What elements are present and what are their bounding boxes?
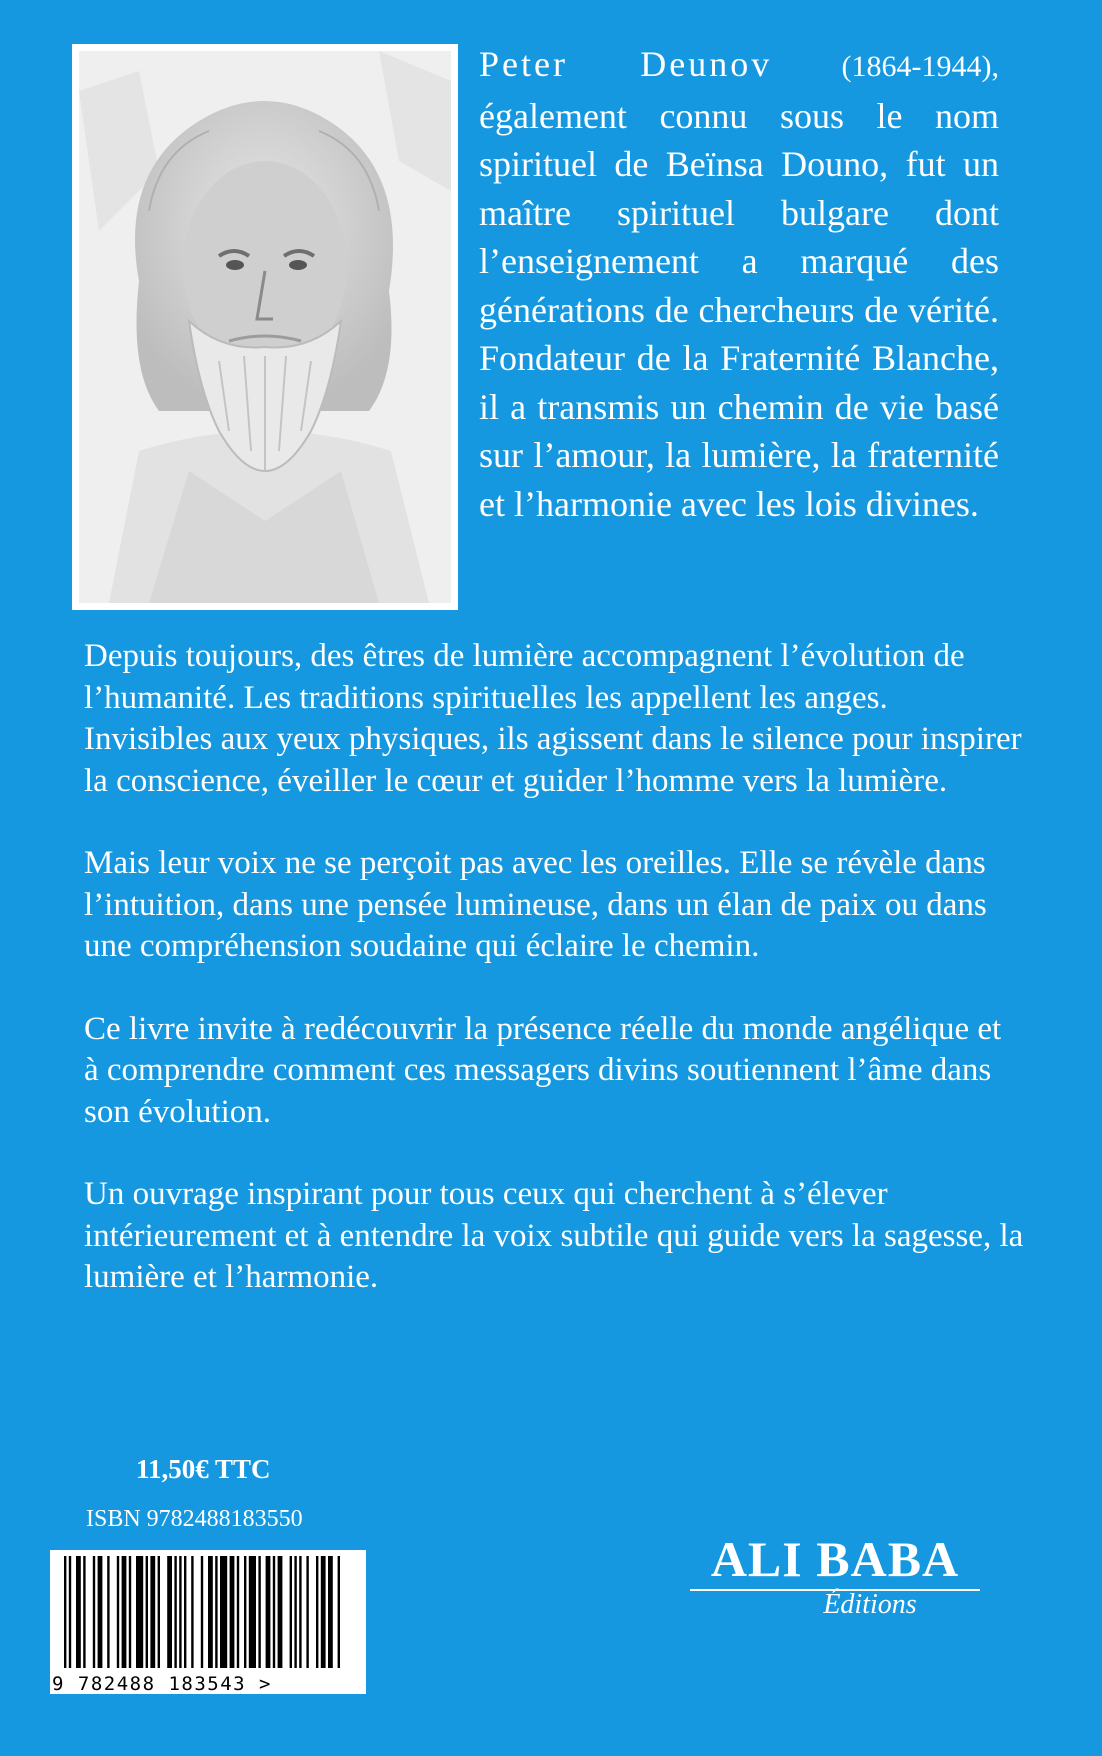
barcode-bar [83, 1556, 85, 1668]
barcode-bar [208, 1556, 213, 1668]
barcode-bar [321, 1556, 326, 1668]
barcode-bar [98, 1556, 103, 1668]
author-intro [479, 40, 999, 528]
barcode-bar [184, 1556, 186, 1668]
publisher-logo [690, 1532, 980, 1621]
author-years: (1864-1944), [841, 50, 999, 83]
barcode-bar [278, 1556, 283, 1668]
price: 11,50€ TTC [136, 1454, 271, 1484]
barcode-bar [107, 1556, 109, 1668]
barcode-bar [294, 1556, 296, 1668]
barcode-digits: 9 782488 183543 > [52, 1673, 272, 1694]
barcode-bar [76, 1556, 81, 1668]
barcode-bar [136, 1556, 143, 1668]
description [84, 636, 1024, 1340]
barcode-bar [129, 1556, 131, 1668]
barcode-bar [174, 1556, 176, 1668]
barcode-bar [69, 1556, 71, 1668]
barcode-bar [158, 1556, 160, 1668]
publisher-name: ALI BABA [690, 1532, 980, 1591]
barcode-bar [266, 1556, 271, 1668]
barcode-bar [215, 1556, 217, 1668]
barcode-bar [290, 1556, 292, 1668]
isbn: ISBN 9782488183550 [86, 1506, 303, 1532]
paragraph-1: Depuis toujours, des êtres de lumière accompagnent l’évolution de l’humanité. Les traditions spirituelles les appellent les anges. Invisibles aux yeux physiques, ils agissent dans le silence pour inspirer la conscience, éveiller le cœur et guider l’homme vers la lumière. [84, 638, 1022, 799]
barcode-bar [249, 1556, 256, 1668]
barcode-bar [299, 1556, 301, 1668]
publisher-sub: Éditions [823, 1589, 917, 1620]
barcode-bar [64, 1556, 66, 1668]
author-name: Peter Deunov [479, 44, 773, 84]
barcode-bar [150, 1556, 155, 1668]
barcode-bar [230, 1556, 235, 1668]
paragraph-2: Mais leur voix ne se perçoit pas avec les oreilles. Elle se révèle dans l’intuition, dans une pensée lumineuse, dans un élan de paix ou dans une compréhension soudaine qui éclaire le chemin. [84, 845, 987, 964]
barcode-bar [220, 1556, 227, 1668]
barcode-bar [146, 1556, 148, 1668]
barcode-bar [273, 1556, 275, 1668]
portrait-sketch [79, 51, 451, 603]
barcode-bar [201, 1556, 203, 1668]
barcode-bar [93, 1556, 95, 1668]
barcode-bar [167, 1556, 172, 1668]
barcode-bar [179, 1556, 181, 1668]
barcode-bar [338, 1556, 340, 1668]
barcode-bar [122, 1556, 127, 1668]
author-portrait [72, 44, 458, 610]
barcode-bar [117, 1556, 119, 1668]
barcode-bar [316, 1556, 318, 1668]
barcode-bar [258, 1556, 260, 1668]
barcode-bar [237, 1556, 239, 1668]
barcode-bar [328, 1556, 333, 1668]
author-bio: également connu sous le nom spirituel de Beïnsa Douno, fut un maître spirituel bulgare dont l’enseignement a marqué des générations de chercheurs de vérité. Fondateur de la Fraternité Blanche, il a transmis un chemin de vie basé sur l’amour, la lumière, la fraternité et l’harmonie avec les lois divines. [479, 95, 999, 524]
paragraph-3: Ce livre invite à redécouvrir la présence réelle du monde angélique et à comprendre comment ces messagers divins soutiennent l’âme dans son évolution. [84, 1010, 1002, 1130]
barcode-bar [244, 1556, 246, 1668]
paragraph-4: Un ouvrage inspirant pour tous ceux qui cherchent à s’élever intérieurement et à entendre la voix subtile qui guide vers la sagesse, la lumière et l’harmonie. [84, 1176, 1024, 1295]
barcode [50, 1550, 366, 1694]
barcode-bar [191, 1556, 193, 1668]
barcode-bar [306, 1556, 308, 1668]
